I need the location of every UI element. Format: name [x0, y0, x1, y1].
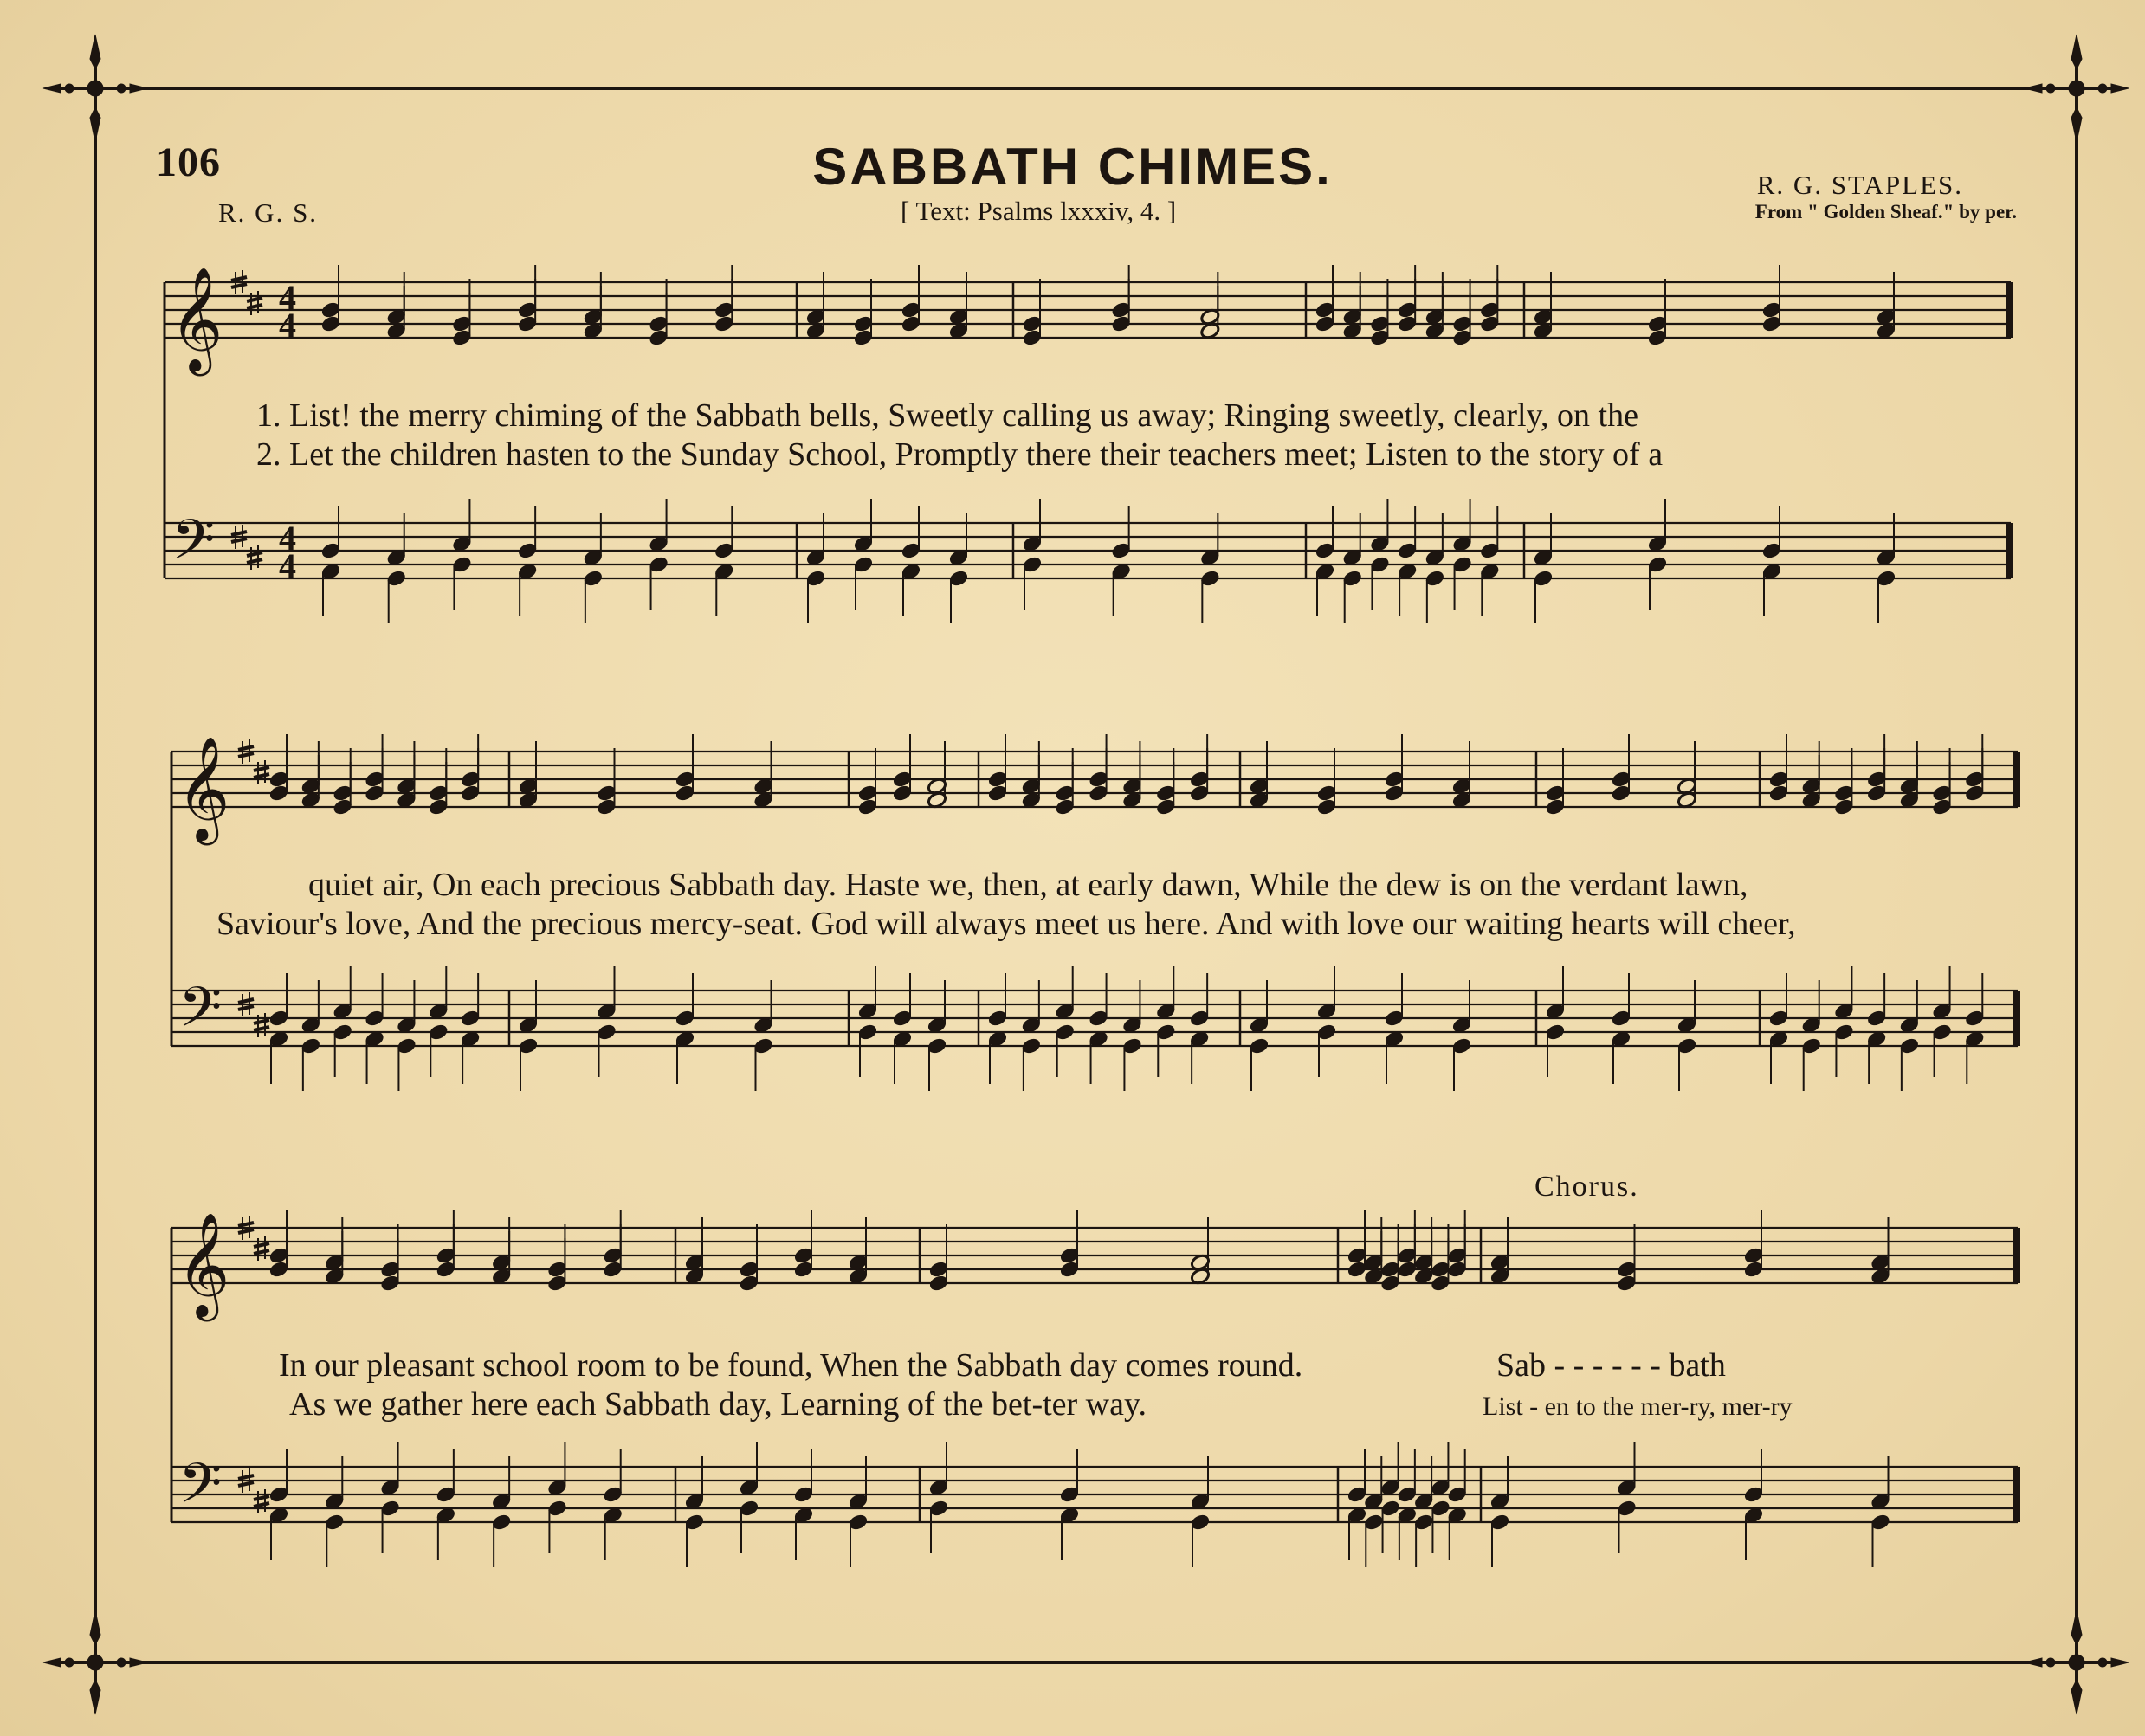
sharp-sign: [238, 1475, 254, 1479]
time-signature-numerator: 4: [279, 519, 296, 558]
sharp-sign: [238, 746, 254, 750]
chorus-lyric-line1: Sab - - - - - - bath: [1496, 1347, 1726, 1384]
lyric-verse1-line3: In our pleasant school room to be found, When the Sabbath day comes round.: [279, 1347, 1303, 1384]
bass-clef-icon: 𝄢: [178, 976, 223, 1054]
lyric-verse2-line1: 2. Let the children hasten to the Sunday School, Promptly there their teachers meet; Listen to the story of a: [256, 436, 1664, 473]
sharp-sign: [231, 532, 247, 535]
sharp-sign: [238, 1229, 254, 1233]
bass-clef-icon: 𝄢: [178, 1452, 223, 1530]
sharp-sign: [231, 277, 247, 281]
author-initials: R. G. S.: [218, 197, 319, 228]
chorus-label: Chorus.: [1534, 1171, 1639, 1203]
sharp-sign: [231, 539, 247, 542]
lyric-verse2-line3: As we gather here each Sabbath day, Learning of the bet-ter way.: [289, 1386, 1147, 1423]
sharp-sign: [247, 552, 262, 556]
treble-clef-icon: 𝄞: [170, 266, 223, 371]
sharp-sign: [247, 305, 262, 308]
sharp-sign: [238, 753, 254, 757]
sharp-sign: [254, 774, 269, 778]
lyric-verse1-line2: quiet air, On each precious Sabbath day. Haste we, then, at early dawn, While the dew is on the verdant lawn,: [308, 867, 1748, 903]
sharp-sign: [238, 1006, 254, 1010]
sharp-sign: [254, 1496, 269, 1500]
sharp-sign: [238, 1482, 254, 1486]
source-credit: From " Golden Sheaf." by per.: [1754, 201, 2017, 223]
page-number: 106: [156, 139, 221, 185]
bass-clef-icon: 𝄢: [171, 508, 216, 586]
sharp-sign: [254, 1250, 269, 1254]
text-reference: [ Text: Psalms lxxxiv, 4. ]: [901, 196, 1177, 226]
sharp-sign: [238, 1223, 254, 1226]
sharp-sign: [254, 1020, 269, 1023]
page-title: SABBATH CHIMES.: [812, 138, 1333, 196]
treble-clef-icon: 𝄞: [177, 1211, 230, 1317]
lyric-verse1-line1: 1. List! the merry chiming of the Sabbath bells, Sweetly calling us away; Ringing sweetly, clearly, on the: [256, 397, 1638, 434]
composer-name: R. G. STAPLES.: [1756, 170, 1963, 200]
sharp-sign: [254, 1027, 269, 1030]
sharp-sign: [247, 559, 262, 563]
sharp-sign: [247, 298, 262, 301]
chorus-lyric-line2: List - en to the mer-ry, mer-ry: [1483, 1392, 1793, 1421]
sharp-sign: [254, 1243, 269, 1247]
lyric-verse2-line2: Saviour's love, And the precious mercy-seat. God will always meet us here. And with love our waiting hearts will cheer,: [216, 906, 1796, 942]
sharp-sign: [231, 284, 247, 287]
time-signature-denominator: 4: [279, 306, 296, 345]
treble-clef-icon: 𝄞: [177, 735, 230, 841]
sharp-sign: [238, 999, 254, 1003]
sharp-sign: [254, 767, 269, 771]
time-signature-denominator: 4: [279, 546, 296, 585]
sharp-sign: [254, 1503, 269, 1507]
time-signature-numerator: 4: [279, 278, 296, 317]
